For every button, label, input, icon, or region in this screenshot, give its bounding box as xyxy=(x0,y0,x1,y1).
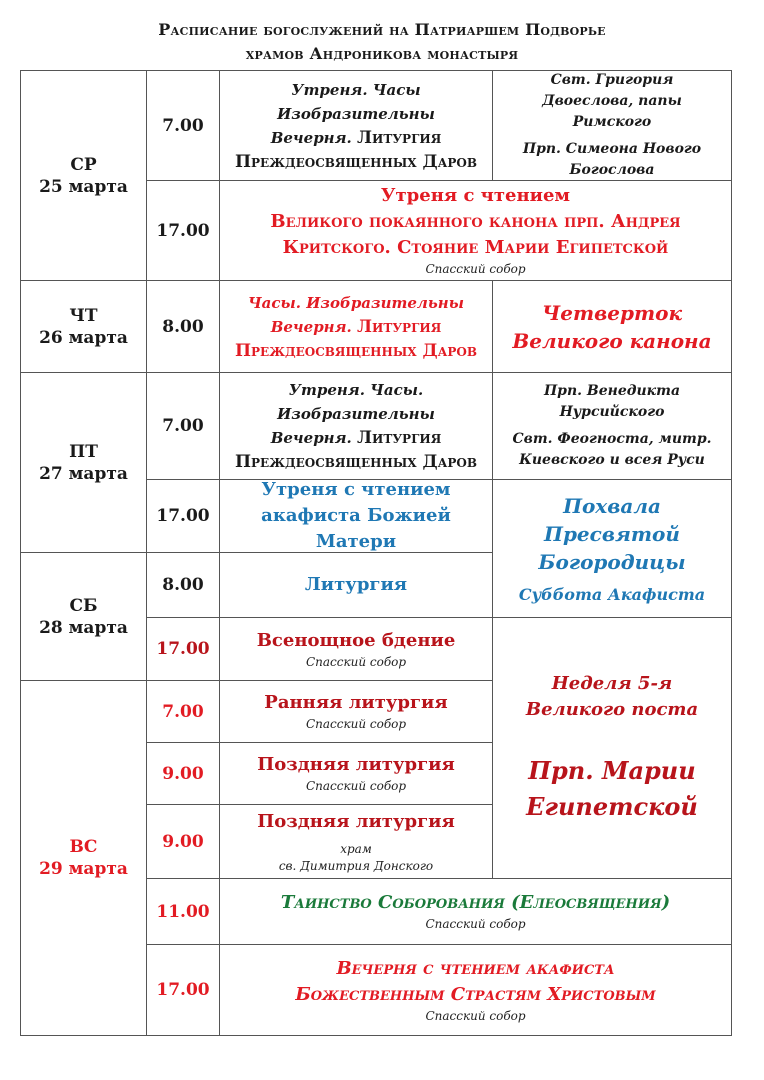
time-cell: 17.00 xyxy=(146,617,219,680)
page-title-line-1: Расписание богослужений на Патриаршем Подворье xyxy=(158,20,606,39)
service-cell: Всенощное бдение Спасский собор xyxy=(219,617,492,680)
day-date: 28 марта xyxy=(39,617,128,638)
saints-cell: Прп. Венедикта Нурсийского Свт. Феогноста, митр. Киевского и всея Руси xyxy=(492,372,731,479)
day-sunday xyxy=(21,680,146,1035)
time-cell: 8.00 xyxy=(146,552,219,617)
time-cell: 7.00 xyxy=(146,372,219,479)
day-of-week: ЧТ xyxy=(69,305,98,326)
service-cell: Утреня с чтением Великого покаянного канона прп. Андрея Критского. Стояние Марии Египетской Спасский собор xyxy=(219,180,731,280)
service-cell: Поздняя литургия Спасский собор xyxy=(219,742,492,804)
service-cell: Вечерня с чтением акафиста Божественным Страстям Христовым Спасский собор xyxy=(219,944,731,1035)
day-of-week: СР xyxy=(70,154,97,175)
feast-cell-akathist: Похвала Пресвятой Богородицы Суббота Акафиста xyxy=(492,479,731,617)
time-cell: 7.00 xyxy=(146,71,219,180)
service-cell: Литургия xyxy=(219,552,492,617)
day-wednesday xyxy=(21,71,146,280)
service-cell: Таинство Соборования (Елеосвящения) Спасский собор xyxy=(219,878,731,944)
service-cell: Часы. Изобразительны Вечерня. Литургия Преждеосвященных Даров xyxy=(219,280,492,372)
day-of-week: ВС xyxy=(69,837,98,857)
service-cell: Ранняя литургия Спасский собор xyxy=(219,680,492,742)
saints-cell: Свт. Григория Двоеслова, папы Римского Прп. Симеона Нового Богослова xyxy=(492,71,731,180)
service-cell: Утреня. Часы. Изобразительны Вечерня. Литургия Преждеосвященных Даров xyxy=(219,372,492,479)
day-date: 26 марта xyxy=(39,327,128,348)
time-cell: 17.00 xyxy=(146,479,219,552)
schedule-table xyxy=(20,70,732,1036)
feast-cell: Четверток Великого канона xyxy=(492,280,731,372)
day-date: 27 марта xyxy=(39,463,128,484)
day-date: 25 марта xyxy=(39,176,128,197)
service-cell: Утреня с чтением акафиста Божией Матери xyxy=(219,479,492,552)
time-cell: 7.00 xyxy=(146,680,219,742)
page-title-line-2: храмов Андроникова монастыря xyxy=(245,44,519,63)
day-date: 29 марта xyxy=(39,859,128,879)
day-of-week: ПТ xyxy=(69,441,98,462)
day-thursday xyxy=(21,280,146,372)
day-friday xyxy=(21,372,146,552)
service-cell: Поздняя литургия храм св. Димитрия Донского xyxy=(219,804,492,878)
time-cell: 17.00 xyxy=(146,944,219,1035)
feast-cell-sunday: Неделя 5-я Великого поста Прп. Марии Египетской xyxy=(492,617,731,878)
time-cell: 17.00 xyxy=(146,180,219,280)
day-of-week: СБ xyxy=(69,595,98,616)
service-cell: Утреня. Часы Изобразительны Вечерня. Литургия Преждеосвященных Даров xyxy=(219,71,492,180)
time-cell: 9.00 xyxy=(146,742,219,804)
time-cell: 8.00 xyxy=(146,280,219,372)
time-cell: 11.00 xyxy=(146,878,219,944)
time-cell: 9.00 xyxy=(146,804,219,878)
day-saturday xyxy=(21,552,146,680)
